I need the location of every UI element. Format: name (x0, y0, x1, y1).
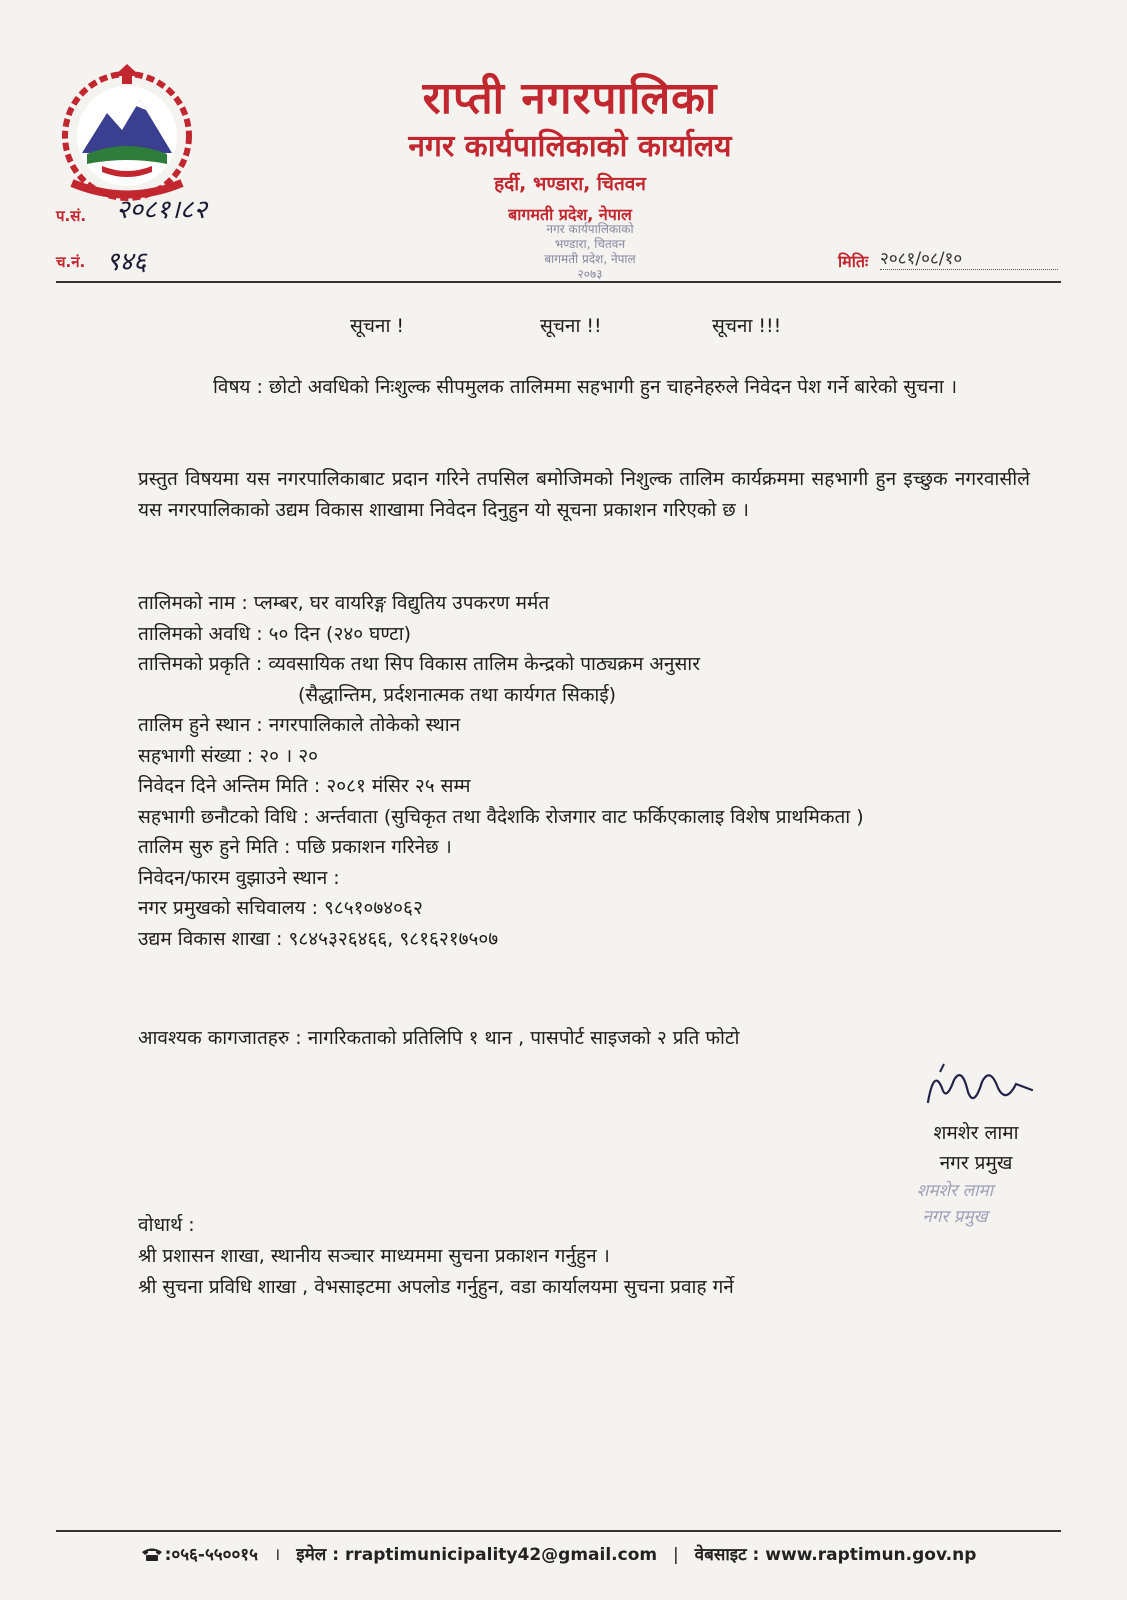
footer-website[interactable]: www.raptimun.gov.np (765, 1545, 977, 1565)
footer-phone: :०५६-५५००१५ (164, 1545, 258, 1565)
detail-participants: सहभागी संख्या : २० । २० (138, 744, 319, 767)
office-province: बागमती प्रदेश, नेपाल (508, 205, 632, 224)
stamp-line: भण्डारा, चितवन (554, 237, 626, 251)
header-divider (56, 281, 1061, 283)
notice-word: सूचना !! (540, 315, 602, 337)
ref-value: २०८१।८२ (116, 195, 207, 225)
stamp-line: बागमती प्रदेश, नेपाल (544, 252, 636, 266)
date-value: २०८१/०८/१० (880, 246, 1058, 270)
dispatch-label: च.नं. (56, 253, 86, 271)
signatory-seal (870, 1178, 1040, 1230)
office-address: हर्दी, भण्डारा, चितवन (494, 173, 646, 195)
detail-nature: तात्तिमको प्रकृति : व्यवसायिक तथा सिप विकास तालिम केन्द्रको पाठ्यक्रम अनुसार (138, 653, 700, 675)
office-stamp (520, 200, 660, 310)
seal-name: शमशेर लामा (916, 1181, 994, 1201)
signature-mark (920, 1058, 1040, 1118)
stamp-line: २०७३ (577, 267, 603, 281)
cc-label: वोधार्थ : (138, 1214, 195, 1236)
detail-start-date: तालिम सुरु हुने मिति : पछि प्रकाशन गरिनेछ । (138, 836, 452, 858)
signatory (910, 1118, 1042, 1178)
nepal-emblem-icon (52, 58, 202, 208)
ref-label: प.सं. (56, 207, 87, 225)
intro-paragraph: प्रस्तुत विषयमा यस नगरपालिकाबाट प्रदान गरिने तपसिल बमोजिमको निशुल्क तालिम कार्यक्रममा सहभागी हुन इच्छुक नगरवासीले यस नगरपालिकाको उद्यम विकास शाखामा निवेदन दिनुहुन यो सूचना प्रकाशन गरिएको छ । (138, 468, 1030, 521)
signatory-title: नगर प्रमुख (939, 1152, 1013, 1174)
cc-list (138, 1210, 734, 1303)
detail-enterprise-branch: उद्यम विकास शाखा : ९८४५३२६४६६, ९८१६२१७५०७ (138, 927, 499, 950)
dispatch-value: ९४६ (106, 247, 147, 277)
footer-separator: । (273, 1545, 281, 1565)
date-label: मितिः (838, 252, 869, 271)
office-name: नगर कार्यपालिकाको कार्यालय (408, 129, 732, 164)
phone-icon (141, 1547, 163, 1561)
footer-contact (56, 1542, 1061, 1565)
org-name: राप्ती नगरपालिका (422, 73, 718, 124)
training-details (138, 588, 1030, 954)
detail-nature-note: (सैद्धान्तिम, प्रर्दशनात्मक तथा कार्यगत सिकाई) (298, 683, 617, 706)
cc-item: श्री प्रशासन शाखा, स्थानीय सञ्चार माध्यममा सुचना प्रकाशन गर्नुहुन । (138, 1245, 610, 1267)
signatory-name: शमशेर लामा (933, 1122, 1019, 1144)
required-documents: आवश्यक कागजातहरु : नागरिकताको प्रतिलिपि १ थान , पासपोर्ट साइजको २ प्रति फोटो (138, 1027, 740, 1049)
seal-title: नगर प्रमुख (922, 1207, 988, 1227)
detail-mayor-office: नगर प्रमुखको सचिवालय : ९८५१०७४०६२ (138, 897, 423, 919)
footer-separator: | (673, 1545, 679, 1565)
detail-form-place: निवेदन/फारम वुझाउने स्थान : (138, 866, 340, 889)
subject: विषय : छोटो अवधिको निःशुल्क सीपमुलक तालिममा सहभागी हुन चाहनेहरुले निवेदन पेश गर्ने बारेको सुचना । (212, 376, 958, 398)
detail-selection: सहभागी छनौटको विधि : अर्न्तवाता (सुचिकृत तथा वैदेशकि रोजगार वाट फर्किएकालाइ विशेष प्राथमिकता ) (138, 805, 864, 828)
footer-email[interactable]: rraptimunicipality42@gmail.com (344, 1545, 658, 1565)
detail-venue: तालिम हुने स्थान : नगरपालिकाले तोकेको स्थान (138, 714, 461, 736)
footer-email-label: इमेल : (296, 1545, 340, 1565)
detail-duration: तालिमको अवधि : ५० दिन (२४० घण्टा) (138, 622, 412, 645)
notice-word: सूचना ! (350, 315, 405, 337)
footer-divider (56, 1530, 1061, 1532)
detail-deadline: निवेदन दिने अन्तिम मिति : २०८१ मंसिर २५ सम्म (138, 775, 471, 797)
cc-item: श्री सुचना प्रविधि शाखा , वेभसाइटमा अपलोड गर्नुहुन, वडा कार्यालयमा सुचना प्रवाह गर्ने (138, 1276, 734, 1298)
stamp-line: नगर कार्यपालिकाको (546, 222, 634, 236)
notice-word: सूचना !!! (712, 315, 782, 337)
detail-name: तालिमको नाम : प्लम्बर, घर वायरिङ्ग विद्युतिय उपकरण मर्मत (138, 592, 550, 614)
footer-website-label: वेबसाइट : (694, 1545, 760, 1565)
